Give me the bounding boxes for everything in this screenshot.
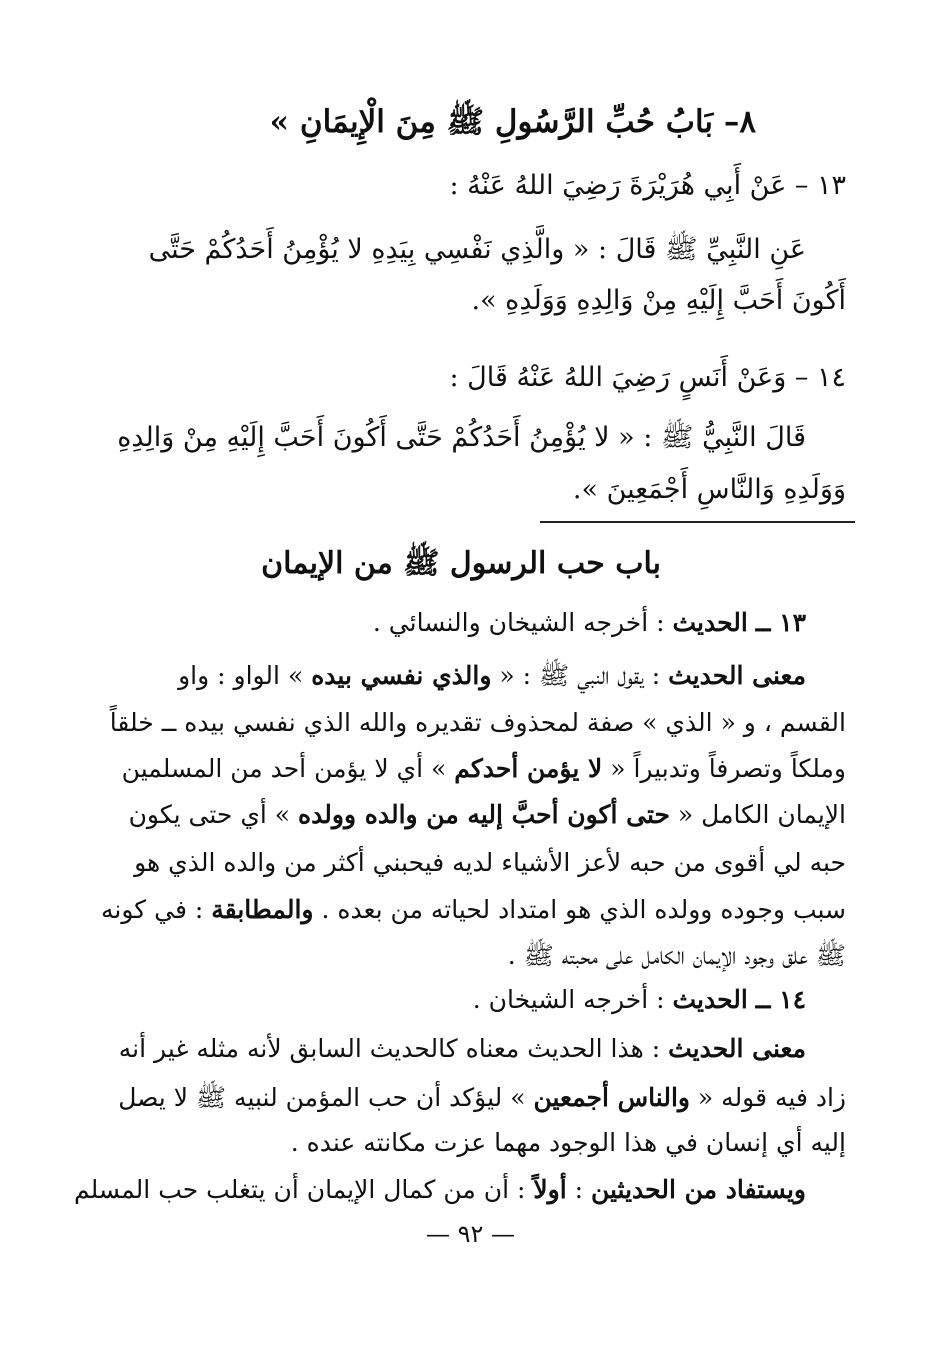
commentary-14-line-2: [118, 1082, 846, 1119]
commentary-13-source: [373, 608, 806, 637]
text: : في كونه: [101, 895, 204, 924]
text: » ليؤكد أن حب المؤمن لنبيه ﷺ لا يصل: [118, 1083, 526, 1112]
text: : يقول النبي ﷺ : «: [499, 661, 661, 690]
label-correspondence: والمطابقة: [211, 895, 314, 924]
text: » أي حتى يكون: [128, 800, 291, 829]
hadith-number: ١٣ ــ: [755, 608, 806, 637]
text: زاد فيه قوله «: [697, 1083, 846, 1112]
benefits-line-1: [74, 1175, 806, 1204]
text: الإيمان الكامل «: [677, 800, 846, 829]
label-meaning: معنى الحديث: [668, 661, 806, 690]
source-text: : أخرجه الشيخان .: [472, 985, 665, 1014]
text: وملكاً وتصرفاً وتدبيراً «: [610, 754, 846, 783]
hadith-14-text-line-1: قَالَ النَّبِيُّ ﷺ : « لا يُؤْمِنُ أَحَدُكُمْ حَتَّى أَكُونَ أَحَبَّ إِلَيْهِ مِنْ وَالِدِهِ: [117, 422, 806, 453]
text: سبب وجوده وولده الذي هو امتداد لحياته من بعده .: [321, 895, 846, 924]
commentary-13-line-6: [101, 895, 846, 924]
quote: لا يؤمن أحدكم: [454, 754, 603, 783]
quote: والناس أجمعين: [533, 1083, 690, 1112]
quote: حتى أكون أحبَّ إليه من والده وولده: [298, 800, 670, 829]
text: :: [574, 1175, 584, 1204]
label-benefits: ويستفاد من الحديثين: [590, 1175, 806, 1204]
commentary-13-line-5: حبه لي أقوى من حبه لأعز الأشياء لديه فيحبني أكثر من والده الذي هو: [134, 848, 846, 877]
commentary-13-line-4: [129, 800, 846, 829]
commentary-13-line-3: [122, 754, 846, 783]
hadith-14-text-line-2: وَوَلَدِهِ وَالنَّاسِ أَجْمَعِينَ ».: [572, 474, 846, 505]
label-first: أولاً: [533, 1175, 567, 1204]
quote: والذي نفسي بيده: [311, 661, 492, 690]
text: : أن من كمال الإيمان أن يتغلب حب المسلم: [74, 1175, 526, 1204]
chapter-title: ٨– بَابُ حُبِّ الرَّسُولِ ﷺ مِنَ الْإِيمَانِ »: [269, 104, 756, 140]
hadith-13-text-line-2: أَكُونَ أَحَبَّ إِلَيْهِ مِنْ وَالِدِهِ وَوَلَدِهِ ».: [471, 285, 846, 316]
source-text: : أخرجه الشيخان والنسائي .: [372, 608, 665, 637]
hadith-14-header: ١٤ – وَعَنْ أَنَسٍ رَضِيَ اللهُ عَنْهُ قَالَ :: [449, 362, 846, 393]
hadith-number: ١٤ ــ: [755, 985, 806, 1014]
label-hadith: الحديث: [672, 985, 748, 1014]
commentary-title: باب حب الرسول ﷺ من الإيمان: [261, 546, 661, 581]
label-meaning: معنى الحديث: [668, 1034, 806, 1063]
section-divider: [540, 521, 855, 523]
text: » أي لا يؤمن أحد من المسلمين: [121, 754, 447, 783]
commentary-14-source: [473, 985, 806, 1014]
commentary-14-line-1: [119, 1034, 806, 1063]
commentary-13-line-1: [178, 660, 806, 697]
hadith-13-header: ١٣ – عَنْ أَبِي هُرَيْرَةَ رَضِيَ اللهُ عَنْهُ :: [449, 170, 846, 201]
label-hadith: الحديث: [672, 608, 748, 637]
commentary-13-line-7: ﷺ علق وجود الإيمان الكامل على محبته ﷺ .: [507, 941, 846, 970]
page-number: — ٩٢ —: [425, 1220, 516, 1248]
commentary-13-line-2: القسم ، و « الذي » صفة لمحذوف تقديره والله الذي نفسي بيده ــ خلقاً: [109, 708, 846, 737]
commentary-14-line-3: إليه أي إنسان في هذا الوجود مهما عزت مكانته عنده .: [290, 1128, 846, 1157]
hadith-13-text-line-1: عَنِ النَّبِيِّ ﷺ قَالَ : « والَّذِي نَفْسِي بِيَدِهِ لا يُؤْمِنُ أَحَدُكُمْ حَتَّى: [148, 234, 806, 265]
text: : هذا الحديث معناه كالحديث السابق لأنه مثله غير أنه: [118, 1034, 661, 1063]
text: » الواو : واو: [178, 661, 304, 690]
